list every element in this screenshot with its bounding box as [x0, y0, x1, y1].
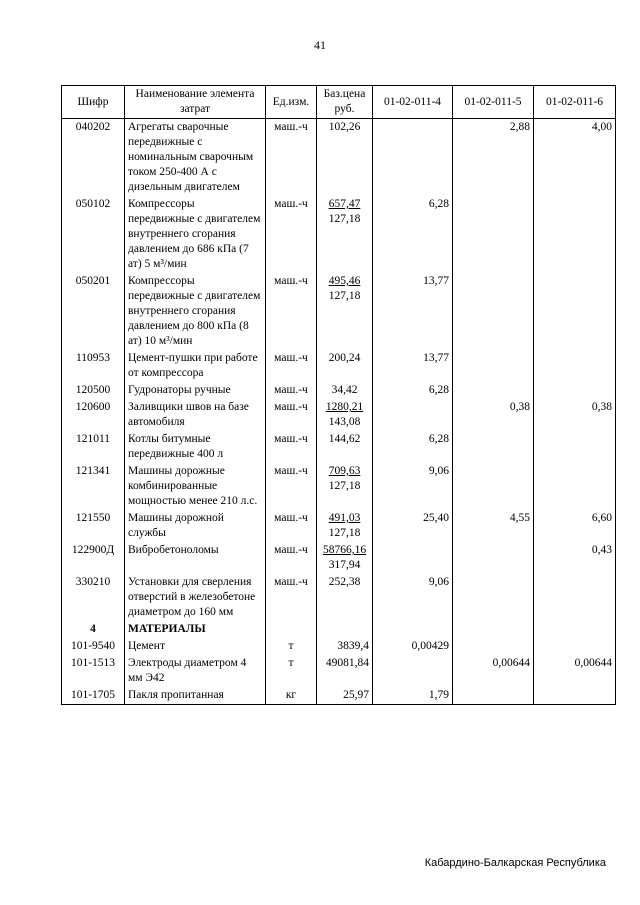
- row-price: 49081,84: [317, 655, 373, 687]
- row-price-main: 252,38: [328, 576, 361, 588]
- row-name: Машины дорожной службы: [125, 510, 266, 542]
- row-value-col4: 25,40: [373, 510, 453, 542]
- header-name: Наименование элемента затрат: [125, 86, 266, 119]
- table-row: [62, 431, 616, 463]
- row-value-col4: 6,28: [373, 431, 453, 463]
- table-row: [62, 510, 616, 542]
- table-row: [62, 119, 616, 197]
- row-unit: маш.-ч: [266, 431, 317, 463]
- row-unit: т: [266, 638, 317, 655]
- row-name: Компрессоры передвижные с двигателем внутреннего сгорания давлением до 800 кПа (8 ат) 10 м³/мин: [125, 273, 266, 350]
- row-price: [317, 463, 373, 510]
- row-unit: кг: [266, 687, 317, 705]
- row-value-col5: 0,00644: [453, 655, 534, 687]
- row-price-secondary: 127,18: [328, 480, 361, 492]
- row-code: 101-1513: [62, 655, 125, 687]
- row-value-col4: [373, 119, 453, 197]
- row-price-secondary: 143,08: [328, 416, 361, 428]
- row-price: [317, 542, 373, 574]
- section-title: МАТЕРИАЛЫ: [125, 621, 266, 638]
- row-code: 101-9540: [62, 638, 125, 655]
- table-row: [62, 382, 616, 399]
- table-row: [62, 463, 616, 510]
- row-unit: маш.-ч: [266, 273, 317, 350]
- row-unit: маш.-ч: [266, 382, 317, 399]
- row-price: 25,97: [317, 687, 373, 705]
- table-row: [62, 687, 616, 705]
- row-code: 040202: [62, 119, 125, 197]
- row-name: Вибробетоноломы: [125, 542, 266, 574]
- row-value-col5: [453, 382, 534, 399]
- empty-cell: [266, 621, 317, 638]
- row-value-col5: 2,88: [453, 119, 534, 197]
- row-value-col5: 4,55: [453, 510, 534, 542]
- row-price-main: 144,62: [328, 433, 361, 445]
- table-header-row: [62, 86, 616, 119]
- row-value-col4: [373, 655, 453, 687]
- page-number: 41: [314, 38, 326, 52]
- row-value-col5: [453, 687, 534, 705]
- row-code: 050102: [62, 196, 125, 273]
- row-price: [317, 196, 373, 273]
- row-value-col4: [373, 399, 453, 431]
- row-code: 121550: [62, 510, 125, 542]
- row-code: 330210: [62, 574, 125, 621]
- row-unit: маш.-ч: [266, 196, 317, 273]
- row-code: 121341: [62, 463, 125, 510]
- row-value-col4: 9,06: [373, 574, 453, 621]
- row-price-secondary: 127,18: [328, 213, 361, 225]
- header-unit: Ед.изм.: [266, 86, 317, 119]
- empty-cell: [373, 621, 453, 638]
- header-price: Баз.цена руб.: [317, 86, 373, 119]
- row-price-secondary: 317,94: [328, 559, 361, 571]
- row-value-col5: [453, 431, 534, 463]
- row-value-col5: [453, 196, 534, 273]
- row-value-col6: 0,38: [534, 399, 616, 431]
- row-price: [317, 574, 373, 621]
- row-value-col5: [453, 463, 534, 510]
- row-unit: маш.-ч: [266, 399, 317, 431]
- resource-table: [61, 85, 616, 705]
- row-value-col4: 13,77: [373, 350, 453, 382]
- row-value-col6: [534, 463, 616, 510]
- row-unit: маш.-ч: [266, 574, 317, 621]
- header-code: Шифр: [62, 86, 125, 119]
- row-name: Гудронаторы ручные: [125, 382, 266, 399]
- row-price: [317, 119, 373, 197]
- row-code: 050201: [62, 273, 125, 350]
- row-value-col6: 6,60: [534, 510, 616, 542]
- row-code: 101-1705: [62, 687, 125, 705]
- row-name: Машины дорожные комбинированные мощностью менее 210 л.с.: [125, 463, 266, 510]
- row-price-main: 200,24: [328, 352, 361, 364]
- row-value-col5: [453, 542, 534, 574]
- row-price-secondary: 127,18: [328, 290, 361, 302]
- row-name: Заливщики швов на базе автомобиля: [125, 399, 266, 431]
- table-row: [62, 655, 616, 687]
- row-value-col4: 0,00429: [373, 638, 453, 655]
- row-code: 120500: [62, 382, 125, 399]
- row-unit: маш.-ч: [266, 463, 317, 510]
- row-value-col4: 6,28: [373, 382, 453, 399]
- header-col4: 01-02-011-4: [373, 86, 453, 119]
- section-number: 4: [62, 621, 125, 638]
- row-price-main: 102,26: [328, 121, 361, 133]
- row-price-main: 491,03: [328, 512, 361, 524]
- table-body: [62, 119, 616, 705]
- row-value-col6: [534, 431, 616, 463]
- table-row: [62, 196, 616, 273]
- row-value-col4: 6,28: [373, 196, 453, 273]
- row-name: Пакля пропитанная: [125, 687, 266, 705]
- row-code: 110953: [62, 350, 125, 382]
- row-value-col5: 0,38: [453, 399, 534, 431]
- table-row: [62, 574, 616, 621]
- row-code: 121011: [62, 431, 125, 463]
- row-value-col6: [534, 638, 616, 655]
- table-row: [62, 350, 616, 382]
- table-row: [62, 273, 616, 350]
- row-price: [317, 350, 373, 382]
- row-value-col6: [534, 382, 616, 399]
- header-col6: 01-02-011-6: [534, 86, 616, 119]
- row-value-col5: [453, 574, 534, 621]
- row-price: 3839,4: [317, 638, 373, 655]
- row-value-col6: 4,00: [534, 119, 616, 197]
- row-name: Агрегаты сварочные передвижные с номинальным сварочным током 250-400 А с дизельным двигателем: [125, 119, 266, 197]
- row-value-col4: 1,79: [373, 687, 453, 705]
- row-unit: т: [266, 655, 317, 687]
- row-unit: маш.-ч: [266, 542, 317, 574]
- row-name: Электроды диаметром 4 мм Э42: [125, 655, 266, 687]
- row-price: [317, 273, 373, 350]
- row-price-main: 34,42: [331, 384, 358, 396]
- region-footer: Кабардино-Балкарская Республика: [424, 857, 606, 869]
- empty-cell: [317, 621, 373, 638]
- row-value-col5: [453, 350, 534, 382]
- row-price-secondary: 127,18: [328, 527, 361, 539]
- row-price-main: 495,46: [328, 275, 361, 287]
- row-name: Компрессоры передвижные с двигателем внутреннего сгорания давлением до 686 кПа (7 ат) 5 м³/мин: [125, 196, 266, 273]
- empty-cell: [534, 621, 616, 638]
- empty-cell: [453, 621, 534, 638]
- row-price-main: 1280,21: [325, 401, 364, 413]
- row-unit: маш.-ч: [266, 119, 317, 197]
- row-price: [317, 382, 373, 399]
- row-name: Цемент-пушки при работе от компрессора: [125, 350, 266, 382]
- row-price-main: 709,63: [328, 465, 361, 477]
- row-price: [317, 431, 373, 463]
- row-code: 120600: [62, 399, 125, 431]
- row-name: Цемент: [125, 638, 266, 655]
- table-row: [62, 638, 616, 655]
- row-code: 122900Д: [62, 542, 125, 574]
- row-price: [317, 399, 373, 431]
- row-value-col4: 9,06: [373, 463, 453, 510]
- row-value-col4: 13,77: [373, 273, 453, 350]
- header-col5: 01-02-011-5: [453, 86, 534, 119]
- row-unit: маш.-ч: [266, 350, 317, 382]
- row-name: Установки для сверления отверстий в железобетоне диаметром до 160 мм: [125, 574, 266, 621]
- row-value-col6: 0,43: [534, 542, 616, 574]
- row-value-col5: [453, 638, 534, 655]
- row-price: [317, 510, 373, 542]
- row-name: Котлы битумные передвижные 400 л: [125, 431, 266, 463]
- row-value-col6: [534, 273, 616, 350]
- section-row: [62, 621, 616, 638]
- row-value-col6: [534, 196, 616, 273]
- row-price-main: 58766,16: [322, 544, 367, 556]
- row-value-col6: [534, 350, 616, 382]
- row-unit: маш.-ч: [266, 510, 317, 542]
- row-value-col4: [373, 542, 453, 574]
- row-value-col6: [534, 687, 616, 705]
- row-value-col6: 0,00644: [534, 655, 616, 687]
- row-value-col6: [534, 574, 616, 621]
- table-row: [62, 542, 616, 574]
- row-value-col5: [453, 273, 534, 350]
- row-price-main: 657,47: [328, 198, 361, 210]
- table-row: [62, 399, 616, 431]
